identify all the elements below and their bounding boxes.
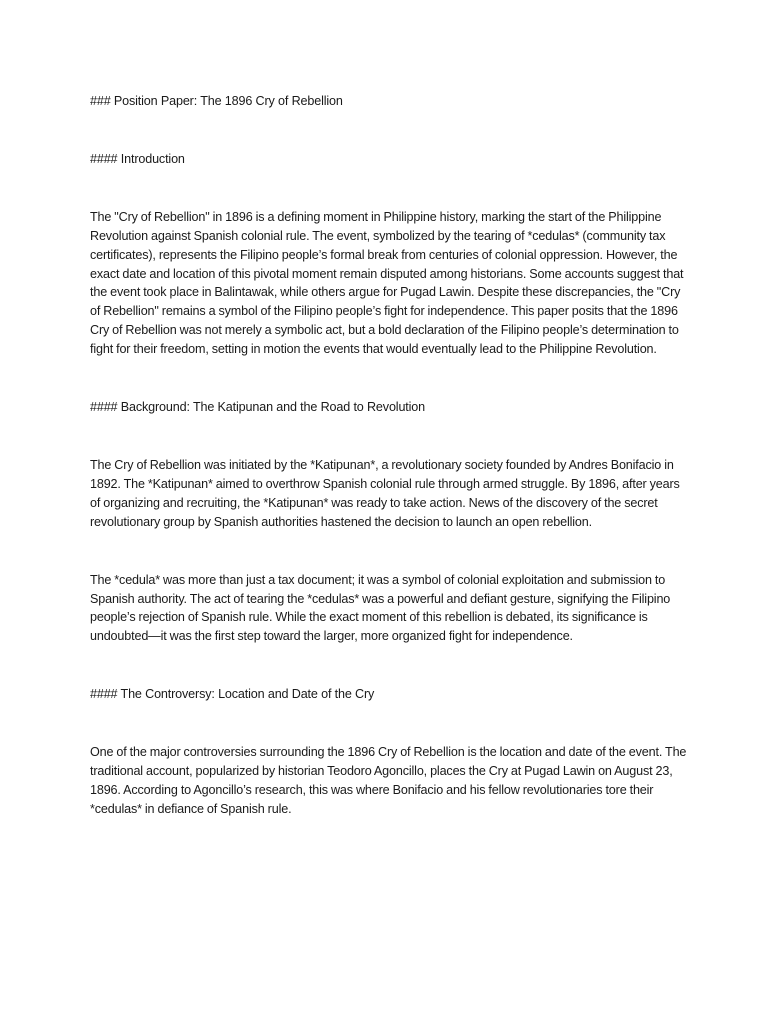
document-title: ### Position Paper: The 1896 Cry of Rebellion	[90, 94, 343, 108]
spacer	[90, 704, 690, 743]
paragraph-introduction: The "Cry of Rebellion" in 1896 is a defining moment in Philippine history, marking the start of the Philippine Revolution against Spanish colonial rule. The event, symbolized by the tearing of *cedulas* (community tax certificates), represents the Filipino people’s formal break from centuries of colonial oppression. However, the exact date and location of this pivotal moment remain disputed among historians. Some accounts suggest that the event took place in Balintawak, while others argue for Pugad Lawin. Despite these discrepancies, the "Cry of Rebellion" remains a symbol of the Filipino people’s fight for independence. This paper posits that the 1896 Cry of Rebellion was not merely a symbolic act, but a bold declaration of the Filipino people’s determination to fight for their freedom, setting in motion the events that would eventually lead to the Philippine Revolution.	[90, 209, 684, 357]
paragraph-controversy: One of the major controversies surrounding the 1896 Cry of Rebellion is the location and date of the event. The traditional account, popularized by historian Teodoro Agoncillo, places the Cry at Pugad Lawin on August 23, 1896. According to Agoncillo’s research, this was where Bonifacio and his fellow revolutionaries tore their *cedulas* in defiance of Spanish rule.	[90, 745, 687, 816]
spacer	[90, 417, 690, 456]
spacer	[90, 532, 690, 571]
spacer	[90, 646, 690, 685]
section-heading-controversy: #### The Controversy: Location and Date of the Cry	[90, 687, 375, 702]
document-body	[90, 92, 690, 819]
section-heading-introduction: #### Introduction	[90, 151, 185, 166]
spacer	[90, 169, 690, 208]
spacer	[90, 359, 690, 398]
paragraph-background-2: The *cedula* was more than just a tax document; it was a symbol of colonial exploitation and submission to Spanish authority. The act of tearing the *cedulas* was a powerful and defiant gesture, signifying the Filipino people’s rejection of Spanish rule. While the exact moment of this rebellion is debated, its significance is undoubted—it was the first step toward the larger, more organized fight for independence.	[90, 572, 671, 644]
spacer	[90, 111, 690, 150]
section-heading-background: #### Background: The Katipunan and the Road to Revolution	[90, 400, 425, 415]
paragraph-background-1: The Cry of Rebellion was initiated by the *Katipunan*, a revolutionary society founded by Andres Bonifacio in 1892. The *Katipunan* aimed to overthrow Spanish colonial rule through armed struggle. By 1896, after years of organizing and recruiting, the *Katipunan* was ready to take action. News of the discovery of the secret revolutionary group by Spanish authorities hastened the decision to launch an open rebellion.	[90, 457, 680, 529]
